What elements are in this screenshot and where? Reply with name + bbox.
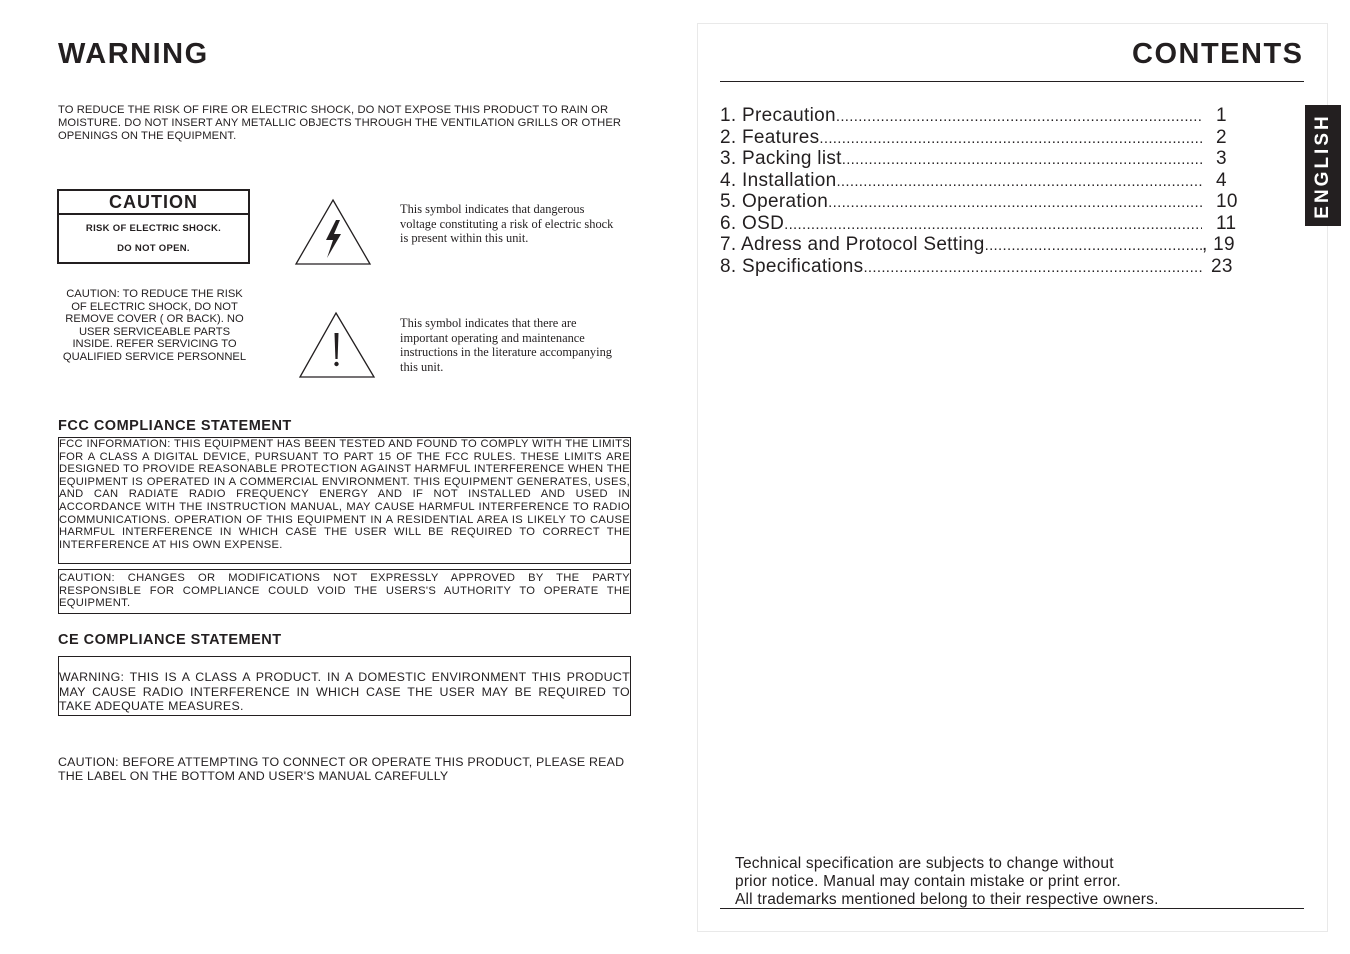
toc-label: 1. Precaution [720, 105, 836, 126]
toc-item-osd[interactable] [720, 213, 1240, 235]
symbol-description-instructions: This symbol indicates that there are important operating and maintenance instructions in the literature accompanying this unit. [400, 316, 612, 374]
toc-item-features[interactable] [720, 127, 1240, 149]
caution-label [57, 189, 250, 264]
contents-divider [720, 81, 1304, 82]
caution-service-text: CAUTION: TO REDUCE THE RISK OF ELECTRIC SHOCK, DO NOT REMOVE COVER ( OR BACK). NO USER SERVICEABLE PARTS INSIDE. REFER SERVICING TO QUALIFIED SERVICE PERSONNEL [62, 288, 247, 363]
toc-page: 10 [1216, 191, 1238, 212]
exclamation-warning-icon [298, 311, 378, 379]
footer-divider [720, 908, 1304, 909]
toc-label: 2. Features [720, 126, 820, 148]
toc-item-operation[interactable] [720, 191, 1240, 213]
toc-page: 23 [1211, 255, 1233, 277]
toc-page: , 19 [1202, 234, 1235, 255]
toc-label: 8. Specifications [720, 255, 864, 277]
symbol-description-voltage: This symbol indicates that dangerous voltage constituting a risk of electric shock is present within this unit. [400, 202, 614, 245]
fcc-heading: FCC COMPLIANCE STATEMENT [58, 418, 292, 434]
fcc-information-box: FCC INFORMATION: THIS EQUIPMENT HAS BEEN TESTED AND FOUND TO COMPLY WITH THE LIMITS FOR A CLASS A DIGITAL DEVICE, PURSUANT TO PART 15 OF THE FCC RULES. THESE LIMITS ARE DESIGNED TO PROVIDE REASONABLE PROTECTION AGAINST HARMFUL INTERFERENCE WHEN THE EQUIPMENT IS OPERATED IN A COMMERCIAL ENVIRONMENT. THIS EQUIPMENT GENERATES, USES, AND CAN RADIATE RADIO FREQUENCY ENERGY AND IF NOT INSTALLED AND USED IN ACCORDANCE WITH THE INSTRUCTION MANUAL, MAY CAUSE HARMFUL INTERFERENCE TO RADIO COMMUNICATIONS. OPERATION OF THIS EQUIPMENT IN A RESIDENTIAL AREA IS LIKELY TO CAUSE HARMFUL INTERFERENCE IN WHICH CASE THE USER WILL BE REQUIRED TO CORRECT THE INTERFERENCE AT HIS OWN EXPENSE. [58, 437, 631, 564]
toc-label: 6. OSD [720, 212, 785, 234]
toc-label: 4. Installation [720, 169, 837, 191]
lightning-warning-icon [293, 198, 373, 266]
fcc-caution-box: CAUTION: CHANGES OR MODIFICATIONS NOT EXPRESSLY APPROVED BY THE PARTY RESPONSIBLE FOR COMPLIANCE COULD VOID THE USERS'S AUTHORITY TO OPERATE THE EQUIPMENT. [58, 569, 631, 614]
final-caution-text: CAUTION: BEFORE ATTEMPTING TO CONNECT OR OPERATE THIS PRODUCT, PLEASE READ THE LABEL ON THE BOTTOM AND USER'S MANUAL CAREFULLY [58, 755, 625, 784]
disclaimer [735, 855, 1295, 909]
toc-page: 3 [1216, 148, 1227, 169]
toc-page: 11 [1216, 212, 1237, 234]
toc-item-packing-list[interactable] [720, 148, 1240, 170]
language-tab [1305, 105, 1341, 226]
toc-label: 5. Operation [720, 191, 829, 212]
language-tab-label: ENGLISH [1312, 112, 1333, 219]
toc-item-specifications[interactable] [720, 256, 1240, 278]
toc-page: 1 [1216, 105, 1227, 126]
disclaimer-line1: Technical specification are subjects to change without [735, 855, 1114, 872]
toc-item-precaution[interactable] [720, 105, 1240, 127]
ce-heading: CE COMPLIANCE STATEMENT [58, 632, 282, 648]
warning-title: WARNING [58, 38, 209, 70]
toc-item-address-protocol[interactable] [720, 234, 1240, 256]
caution-label-line1: RISK OF ELECTRIC SHOCK. [85, 223, 222, 234]
toc-page: 2 [1216, 126, 1227, 148]
toc-page: 4 [1216, 169, 1227, 191]
warning-text: TO REDUCE THE RISK OF FIRE OR ELECTRIC SHOCK, DO NOT EXPOSE THIS PRODUCT TO RAIN OR MOISTURE. DO NOT INSERT ANY METALLIC OBJECTS THROUGH THE VENTILATION GRILLS OR OTHER OPENINGS ON THE EQUIPMENT. [58, 104, 622, 142]
ce-warning-box: WARNING: THIS IS A CLASS A PRODUCT. IN A DOMESTIC ENVIRONMENT THIS PRODUCT MAY CAUSE RADIO INTERFERENCE IN WHICH CASE THE USER MAY BE REQUIRED TO TAKE ADEQUATE MEASURES. [58, 656, 631, 716]
contents-title: CONTENTS [1132, 38, 1304, 70]
disclaimer-line2: prior notice. Manual may contain mistake or print error. [735, 873, 1121, 890]
disclaimer-line3: All trademarks mentioned belong to their respective owners. [735, 891, 1159, 908]
caution-label-title: CAUTION [59, 191, 248, 215]
toc-item-installation[interactable] [720, 170, 1240, 192]
toc-label: 7. Adress and Protocol Setting [720, 234, 985, 255]
toc-label: 3. Packing list [720, 148, 842, 169]
caution-label-line2: DO NOT OPEN. [117, 243, 190, 254]
table-of-contents [720, 105, 1240, 277]
